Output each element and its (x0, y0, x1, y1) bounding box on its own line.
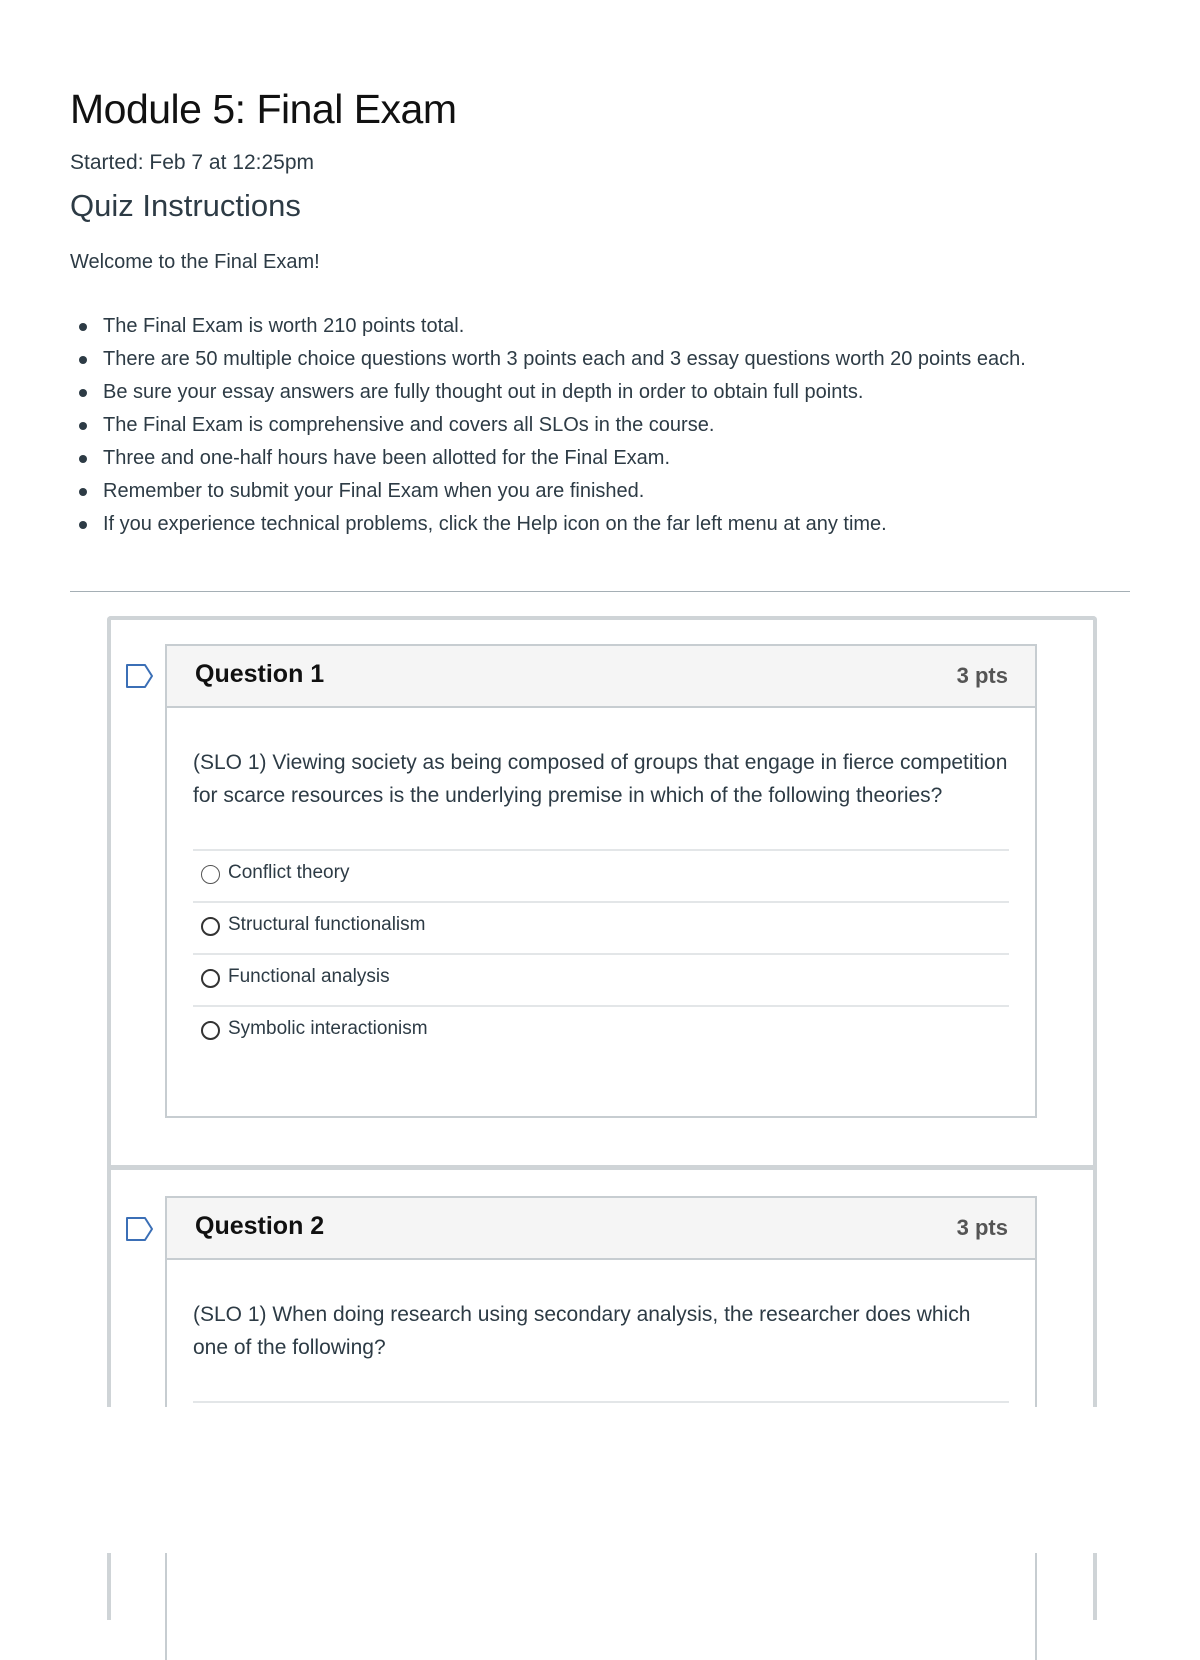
question-title: Question 2 (195, 1212, 325, 1240)
instruction-text: Three and one-half hours have been allotted for the Final Exam. (103, 447, 671, 469)
quiz-instructions-heading: Quiz Instructions (70, 188, 301, 223)
started-label: Started: (70, 151, 144, 174)
instruction-item (103, 409, 1113, 442)
answer-option[interactable] (193, 1007, 1009, 1057)
instruction-item (103, 376, 1113, 409)
question-header (167, 646, 1035, 708)
instruction-item (103, 442, 1113, 475)
radio-button[interactable] (201, 917, 220, 936)
question-1 (165, 644, 1037, 1118)
answer-label[interactable]: Conflict theory (228, 862, 350, 883)
question-text: (SLO 1) Viewing society as being composed of groups that engage in fierce competition for scarce resources is the underlying premise in which of the following theories? (193, 751, 1008, 807)
instruction-item (103, 508, 1113, 541)
answer-label[interactable]: Functional analysis (228, 966, 390, 987)
instruction-text: Remember to submit your Final Exam when you are finished. (103, 480, 645, 502)
instruction-text: The Final Exam is worth 210 points total. (103, 315, 465, 337)
started-timestamp (70, 151, 314, 175)
answer-label[interactable]: Symbolic interactionism (228, 1018, 428, 1039)
answer-list (193, 849, 1009, 1057)
instruction-item (103, 310, 1113, 343)
page-title: Module 5: Final Exam (70, 86, 457, 132)
bullet-dot-icon (79, 422, 87, 430)
radio-button[interactable] (201, 1021, 220, 1040)
bullet-dot-icon (79, 488, 87, 496)
instruction-text: If you experience technical problems, click the Help icon on the far left menu at any time. (103, 513, 887, 535)
instruction-item (103, 343, 1113, 376)
answer-list (193, 1401, 1009, 1403)
bullet-dot-icon (79, 356, 87, 364)
answer-label[interactable]: Structural functionalism (228, 914, 426, 935)
instruction-text: The Final Exam is comprehensive and covers all SLOs in the course. (103, 414, 715, 436)
question-text: (SLO 1) When doing research using secondary analysis, the researcher does which one of the following? (193, 1303, 971, 1359)
question-points: 3 pts (956, 663, 1008, 688)
question-separator (111, 1165, 1093, 1170)
question-points: 3 pts (956, 1215, 1008, 1240)
section-divider (70, 591, 1130, 592)
bullet-dot-icon (79, 323, 87, 331)
instruction-text: Be sure your essay answers are fully thought out in depth in order to obtain full points. (103, 381, 864, 403)
question-title: Question 1 (195, 660, 325, 688)
instruction-text: There are 50 multiple choice questions worth 3 points each and 3 essay questions worth 20 points each. (103, 348, 1026, 370)
bullet-dot-icon (79, 521, 87, 529)
radio-button[interactable] (201, 865, 220, 884)
answer-option[interactable] (193, 955, 1009, 1007)
bullet-dot-icon (79, 455, 87, 463)
question-header (167, 1198, 1035, 1260)
instructions-list (70, 310, 1113, 541)
started-value: Feb 7 at 12:25pm (149, 151, 314, 174)
welcome-text: Welcome to the Final Exam! (70, 251, 320, 273)
flag-question-icon[interactable] (125, 1216, 155, 1242)
bullet-dot-icon (79, 389, 87, 397)
answer-option[interactable] (193, 851, 1009, 903)
flag-question-icon[interactable] (125, 663, 155, 689)
question-body (167, 708, 1035, 1116)
instruction-item (103, 475, 1113, 508)
answer-option[interactable] (193, 903, 1009, 955)
radio-button[interactable] (201, 969, 220, 988)
page-bottom-margin (0, 1407, 1200, 1553)
